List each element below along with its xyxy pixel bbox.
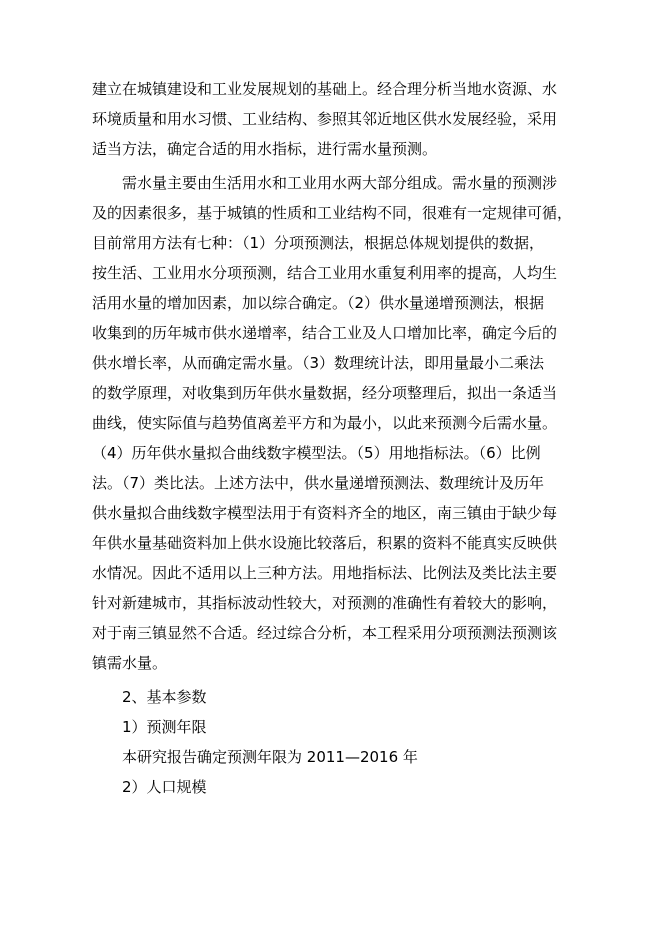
text-line-2: 环境质量和用水习惯、工业结构、参照其邻近地区供水发展经验，采用: [92, 110, 558, 128]
text-line-13: （4）历年供水量拟合曲线数字模型法。（5）用地指标法。（6）比例: [92, 444, 541, 462]
text-line-3: 适当方法，确定合适的用水指标，进行需水量预测。: [92, 140, 438, 158]
text-line-12: 曲线，使实际值与趋势值离差平方和为最小，以此来预测今后需水量。: [92, 414, 558, 432]
text-line-18: 针对新建城市，其指标波动性较大，对预测的准确性有着较大的影响，: [92, 594, 558, 612]
text-line-10: 供水增长率，从而确定需水量。（3）数理统计法，即用量最小二乘法: [92, 354, 545, 372]
text-line-6: 目前常用方法有七种：（1）分项预测法，根据总体规划提供的数据，: [92, 234, 545, 252]
text-line-15: 供水量拟合曲线数字模型法用于有资料齐全的地区，南三镇由于缺少每: [92, 504, 558, 522]
text-line-4: 需水量主要由生活用水和工业用水两大部分组成。需水量的预测涉: [122, 174, 558, 192]
subheading-population-scale: 2）人口规模: [122, 778, 207, 796]
text-line-1: 建立在城镇建设和工业发展规划的基础上。经合理分析当地水资源、水: [92, 80, 558, 98]
text-forecast-period: 本研究报告确定预测年限为 2011—2016 年: [122, 748, 418, 766]
text-line-11: 的数学原理，对收集到历年供水量数据，经分项整理后，拟出一条适当: [92, 384, 558, 402]
section-heading-basic-parameters: 2、基本参数: [122, 688, 207, 706]
text-line-20: 镇需水量。: [92, 654, 168, 672]
text-line-7: 按生活、工业用水分项预测，结合工业用水重复利用率的提高，人均生: [92, 264, 558, 282]
text-line-16: 年供水量基础资料加上供水设施比较落后，积累的资料不能真实反映供: [92, 534, 558, 552]
text-line-5: 及的因素很多，基于城镇的性质和工业结构不同，很难有一定规律可循，: [92, 204, 573, 222]
text-line-9: 收集到的历年城市供水递增率，结合工业及人口增加比率，确定今后的: [92, 324, 558, 342]
subheading-forecast-period: 1）预测年限: [122, 718, 207, 736]
text-line-14: 法。（7）类比法。上述方法中，供水量递增预测法、数理统计及历年: [92, 474, 545, 492]
text-line-17: 水情况。因此不适用以上三种方法。用地指标法、比例法及类比法主要: [92, 564, 558, 582]
text-line-19: 对于南三镇显然不合适。经过综合分析，本工程采用分项预测法预测该: [92, 624, 558, 642]
text-line-8: 活用水量的增加因素，加以综合确定。（2）供水量递增预测法，根据: [92, 294, 545, 312]
